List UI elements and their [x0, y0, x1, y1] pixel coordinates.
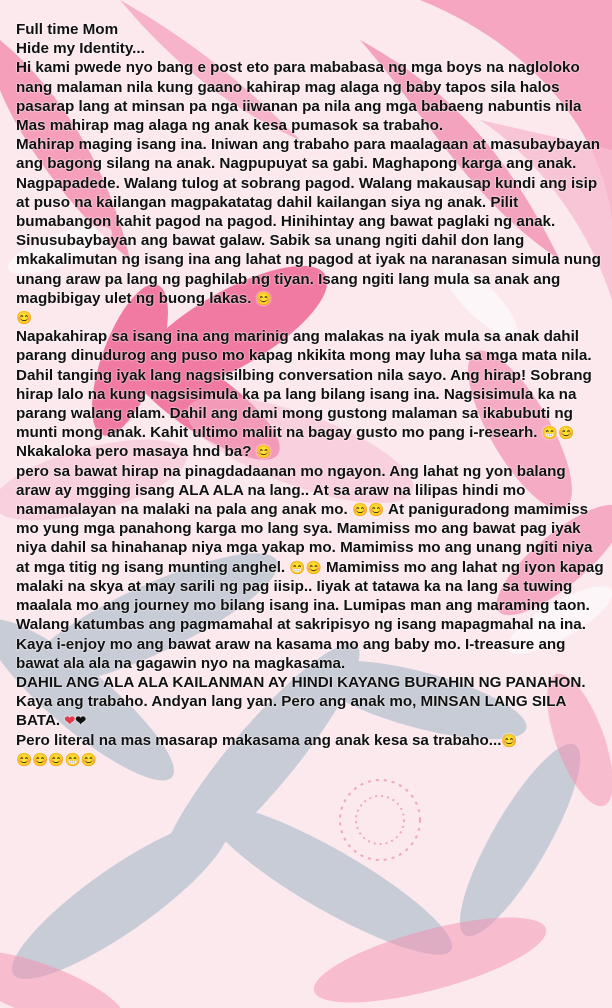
post-paragraph-4-text: Napakahirap sa isang ina ang marinig ang malakas na iyak mula sa anak dahil parang dinudurog ang puso mo kapag nkikita mong may luha sa mga mata nila. Dahil tanging iyak lang nagsisilbing conversation nila sayo. Ang hirap! Sobrang hirap lalo na kung nagsisimula ka pa lang bilang isang ina. Nagsisimula ka na parang walang alam. Dahil ang dami mong gustong malaman sa ikabubuti ng munti mong anak. Kahit ultimo maliit na bagay gusto mo pang i-researh.	[16, 328, 592, 442]
post-author: Full time Mom	[16, 21, 119, 38]
grin-emoji-icon: 😁	[289, 559, 306, 575]
smile-emoji-icon: 😊	[16, 751, 33, 767]
smile-emoji-icon: 😊	[305, 559, 322, 575]
smile-emoji-icon: 😊	[351, 502, 369, 518]
post-paragraph-4-tail: Nkakaloka pero masaya hnd ba?	[16, 443, 252, 461]
smile-emoji-icon: 😊	[501, 732, 518, 748]
post-paragraph-2: Mas mahirap mag alaga ng anak kesa pumasok sa trabaho.	[16, 117, 444, 135]
post-paragraph-5-text: pero sa bawat hirap na pinagdadaanan mo ngayon. Ang lahat ng yon balang araw ay mgging isang ALA ALA na lang.. At sa araw na lilipas hindi mo namamalayan na malaki na pala ang anak mo.	[16, 462, 566, 519]
post-paragraph-5-tail: Mamimiss mo ang lahat ng iyon kapag malaki na skya at may sarili ng pag iisip.. Iiyak at tatawa ka na lang sa tuwing maalala mo ang journey mo bilang isang ina. Lumipas man ang maraming taon. Walang katumbas ang pagmamahal at sakripisyo ng isang mapagmahal na ina.	[16, 558, 604, 634]
smile-emoji-icon: 😊	[557, 425, 575, 441]
heart-red-icon: ❤	[64, 713, 76, 729]
smile-emoji-icon: 😊	[80, 751, 97, 767]
post-paragraph-9	[16, 731, 604, 769]
post-paragraph-6: Kaya i-enjoy mo ang bawat araw na kasama mo ang baby mo. I-treasure ang bawat ala ala na gagawin nyo na magkasama.	[16, 635, 566, 672]
post-paragraph-7: DAHIL ANG ALA ALA KAILANMAN AY HINDI KAYANG BURAHIN NG PANAHON.	[16, 673, 586, 691]
grin-emoji-icon: 😁	[541, 425, 558, 441]
smile-emoji-icon: 😊	[255, 290, 272, 306]
post-paragraph-9-text: Pero literal na mas masarap makasama ang anak kesa sa trabaho...	[16, 731, 502, 749]
post-paragraph-3-text: Mahirap maging isang ina. Iniwan ang trabaho para maalagaan at masubaybayan ang bagong silang na anak. Nagpupuyat sa gabi. Maghapong karga ang anak. Nagpapadede. Walang tulog at sobrang pagod. Walang makausap kundi ang isip at puso na kailangan magpakatatag dahil kailangan siya ng anak. Pilit bumabangon kahit pagod na pagod. Hinihintay ang bawat paglaki ng anak. Sinusubaybayan ang bawat galaw. Sabik sa unang ngiti dahil don lang mkakalimutan ng isang ina ang lahat ng pagod at iyak na naranasan simula nung unang araw pa lang ng paghilab ng tiyan. Isang ngiti lang mula sa anak ang magbibigay ulet ng buong lakas.	[16, 136, 601, 307]
post-paragraph-8	[16, 692, 604, 730]
post-paragraph-8-text: Kaya ang trabaho. Andyan lang yan. Pero ang anak mo, MINSAN LANG SILA BATA.	[16, 693, 566, 730]
post-body	[16, 20, 604, 769]
smile-emoji-icon: 😊	[255, 444, 272, 460]
post-paragraph-1: Hi kami pwede nyo bang e post eto para mababasa ng mga boys na nagloloko nang malaman nila kung gaano kahirap mag alaga ng baby tapos sila halos pasarap lang at minsan pa nga iiwanan pa nila ang mga babaeng nabuntis nila	[16, 59, 582, 115]
post-paragraph-4	[16, 327, 604, 461]
post-paragraph-5	[16, 462, 604, 635]
post-privacy-label: Hide my Identity...	[16, 40, 145, 58]
post-paragraph-3	[16, 135, 604, 327]
smile-emoji-icon: 😊	[16, 310, 33, 326]
smile-emoji-icon: 😊	[48, 751, 65, 767]
grin-emoji-icon: 😁	[64, 751, 81, 767]
smile-emoji-icon: 😊	[368, 502, 385, 518]
post-paragraph-5-cont: At paniguradong mamimiss mo yung mga panahong karga mo lang sya. Mamimiss mo ang bawat pag iyak niya dahil sa hinahanap niya mga yakap mo. Mamimiss mo ang unang ngiti niya at mga titig ng isang munting anghel.	[16, 501, 593, 576]
smile-emoji-icon: 😊	[32, 751, 49, 767]
heart-black-icon: ❤	[75, 713, 87, 729]
